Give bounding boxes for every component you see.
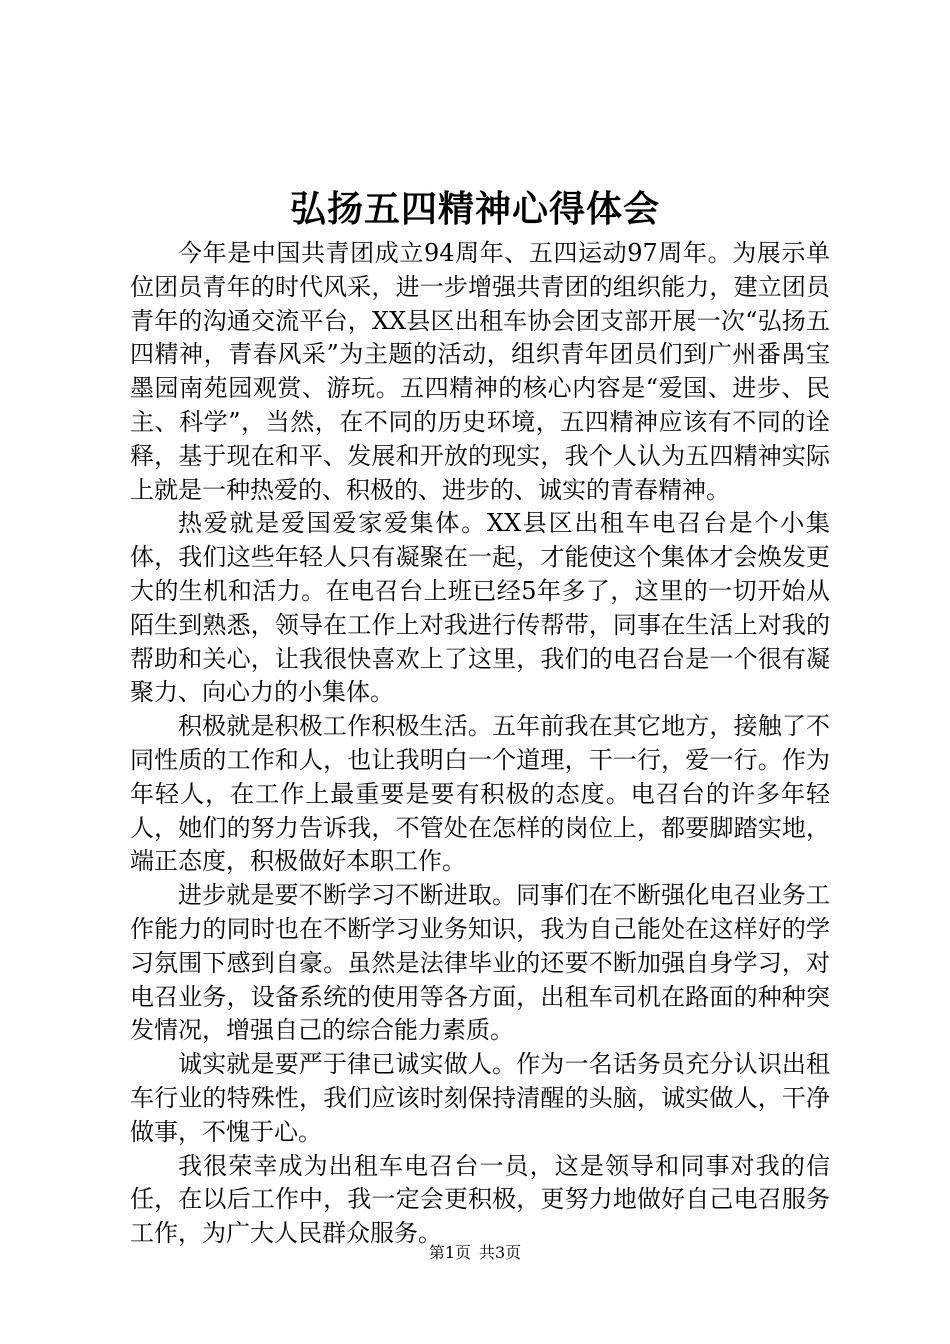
paragraph: 积极就是积极工作积极生活。五年前我在其它地方，接触了不同性质的工作和人，也让我明白一个道理，干一行，爱一行。作为年轻人，在工作上最重要是要有积极的态度。电召台的许多年轻人，她们的努力告诉我，不管处在怎样的岗位上，都要脚踏实地，端正态度，积极做好本职工作。: [130, 712, 830, 876]
page-total: 共3页: [479, 1243, 522, 1262]
document-title: 弘扬五四精神心得体会: [289, 188, 660, 230]
page-footer: [0, 1243, 950, 1263]
paragraph: 今年是中国共青团成立94周年、五四运动97周年。为展示单位团员青年的时代风采，进一步增强共青团的组织能力，建立团员青年的沟通交流平台，XX县区出租车协会团支部开展一次“弘扬五四精神，青春风采”为主题的活动，组织青年团员们到广州番禺宝墨园南苑园观赏、游玩。五四精神的核心内容是“爱国、进步、民主、科学”，当然，在不同的历史环境，五四精神应该有不同的诠释，基于现在和平、发展和开放的现实，我个人认为五四精神实际上就是一种热爱的、积极的、进步的、诚实的青春精神。: [130, 239, 830, 504]
paragraph: 诚实就是要严于律已诚实做人。作为一名话务员充分认识出租车行业的特殊性，我们应该时刻保持清醒的头脑，诚实做人，干净做事，不愧于心。: [130, 1050, 830, 1146]
document-body: [130, 237, 830, 1251]
paragraph: 我很荣幸成为出租车电召台一员，这是领导和同事对我的信任，在以后工作中，我一定会更积极，更努力地做好自己电召服务工作，为广大人民群众服务。: [130, 1151, 830, 1248]
page-number: 第1页: [428, 1243, 471, 1262]
paragraph: 进步就是要不断学习不断进取。同事们在不断强化电召业务工作能力的同时也在不断学习业务知识，我为自己能处在这样好的学习氛围下感到自豪。虽然是法律毕业的还要不断加强自身学习，对电召业务，设备系统的使用等各方面，出租车司机在路面的种种突发情况，增强自己的综合能力素质。: [130, 881, 830, 1045]
paragraph: 热爱就是爱国爱家爱集体。XX县区出租车电召台是个小集体，我们这些年轻人只有凝聚在一起，才能使这个集体才会焕发更大的生机和活力。在电召台上班已经5年多了，这里的一切开始从陌生到熟悉，领导在工作上对我进行传帮带，同事在生活上对我的帮助和关心，让我很快喜欢上了这里，我们的电召台是一个很有凝聚力、向心力的小集体。: [130, 509, 830, 707]
